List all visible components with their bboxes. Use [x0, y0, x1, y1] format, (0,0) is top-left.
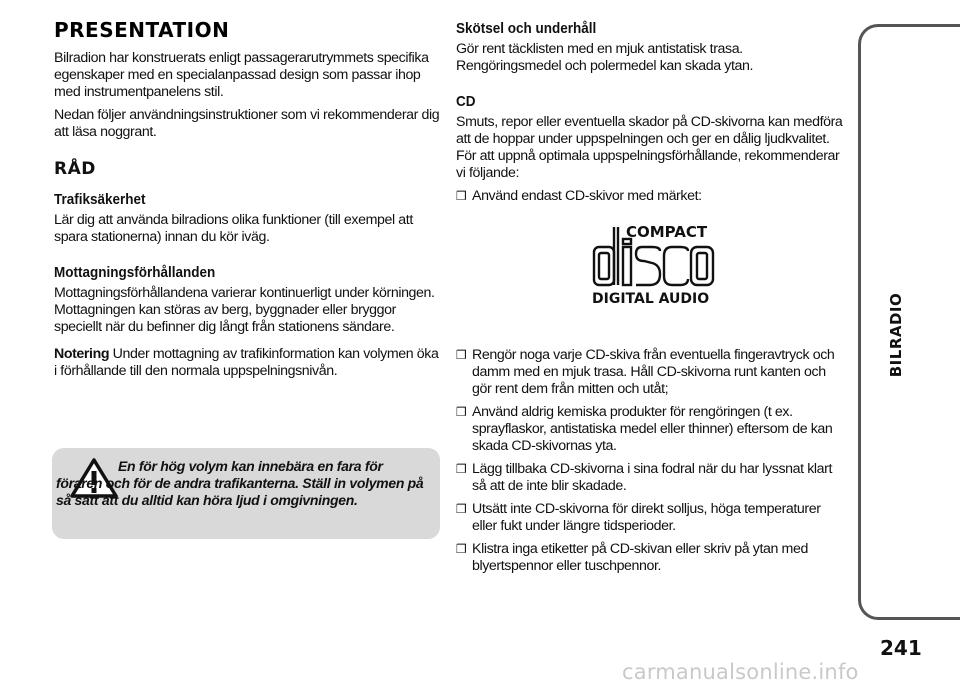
logo-top-text: COMPACT — [626, 223, 708, 241]
traffic-text: Lär dig att använda bilradions olika funktioner (till exempel att spara stationerna) innan du kör iväg. — [54, 212, 413, 245]
care-bullet-5 — [456, 541, 848, 575]
care-text: Gör rent täcklisten med en mjuk antistatisk trasa. Rengöringsmedel och polermedel kan skada ytan. — [456, 41, 754, 74]
intro-paragraph-2: Nedan följer användningsinstruktioner som vi rekommenderar dig att läsa noggrant. — [54, 107, 440, 140]
note-label: Notering — [54, 346, 110, 362]
warning-box — [52, 448, 440, 539]
reception-heading: Mottagningsförhållanden — [54, 264, 216, 281]
left-column — [54, 18, 440, 386]
bullet-icon: ❒ — [456, 348, 467, 362]
bullet-icon: ❒ — [456, 502, 467, 516]
compact-disc-logo-icon — [590, 223, 718, 305]
chapter-tab-text: BILRADIO — [887, 292, 905, 378]
watermark: carmanualsonline.info — [622, 660, 859, 684]
care-heading: Skötsel och underhåll — [456, 20, 597, 37]
bullet-icon: ❒ — [456, 462, 467, 476]
reception-text: Mottagningsförhållandena varierar kontinuerligt under körningen. Mottagningen kan störas av berg, byggnader eller bryggor speciellt när du befinner dig långt från stationens sändare. — [54, 285, 435, 335]
care-bullet-text: Lägg tillbaka CD-skivorna i sina fodral när du har lyssnat klart så att de inte blir skadade. — [472, 461, 833, 494]
intro-paragraph-1: Bilradion har konstruerats enligt passagerarutrymmets specifika egenskaper med en specialanpassad design som passar ihop med instrumentpanelens stil. — [54, 50, 429, 100]
care-bullet-1 — [456, 347, 848, 398]
traffic-heading: Trafiksäkerhet — [54, 191, 146, 208]
care-bullet-3 — [456, 461, 848, 495]
care-bullet-text: Utsätt inte CD-skivorna för direkt solljus, höga temperaturer eller fukt under längre tidsperioder. — [472, 501, 821, 534]
care-bullet-text: Rengör noga varje CD-skiva från eventuella fingeravtryck och damm med en mjuk trasa. Håll CD-skivorna runt kanten och gör rent dem från mitten och utåt; — [472, 347, 835, 397]
advice-heading: RÅD — [54, 159, 96, 179]
care-bullet-text: Använd aldrig kemiska produkter för rengöringen (t ex. sprayflaskor, antistatiska medel eller thinner) eftersom de kan skada CD-skivornas yta. — [472, 404, 833, 454]
page-number: 241 — [880, 636, 922, 660]
compact-disc-logo — [456, 223, 848, 333]
warning-text: En för hög volym kan innebära en fara för föraren och för de andra trafikanterna. Ställ in volymen på så sätt att du alltid kan höra ljud i omgivningen. — [56, 458, 424, 508]
logo-bullet — [456, 188, 848, 205]
bullet-icon: ❒ — [456, 405, 467, 419]
section-title: PRESENTATION — [54, 18, 230, 42]
note-paragraph — [54, 346, 440, 380]
cd-text: Smuts, repor eller eventuella skador på CD-skivorna kan medföra att de hoppar under uppspelningen och ger en dålig ljudkvalitet. För att uppnå optimala uppspelningsförhållande, rekommenderar vi följande: — [456, 114, 843, 181]
logo-bullet-text: Använd endast CD-skivor med märket: — [472, 188, 702, 204]
bullet-icon: ❒ — [456, 542, 467, 556]
right-column — [456, 18, 848, 581]
note-text: Under mottagning av trafikinformation kan volymen öka i förhållande till den normala uppspelningsnivån. — [54, 346, 439, 379]
bullet-icon: ❒ — [456, 189, 467, 203]
cd-heading: CD — [456, 93, 476, 110]
care-bullet-4 — [456, 501, 848, 535]
care-bullet-text: Klistra inga etiketter på CD-skivan eller skriv på ytan med blyertspennor eller tuschpennor. — [472, 541, 808, 574]
chapter-tab-label — [886, 290, 906, 380]
care-bullet-2 — [456, 404, 848, 455]
chapter-tab — [858, 24, 960, 620]
logo-bottom-text: DIGITAL AUDIO — [592, 291, 710, 305]
